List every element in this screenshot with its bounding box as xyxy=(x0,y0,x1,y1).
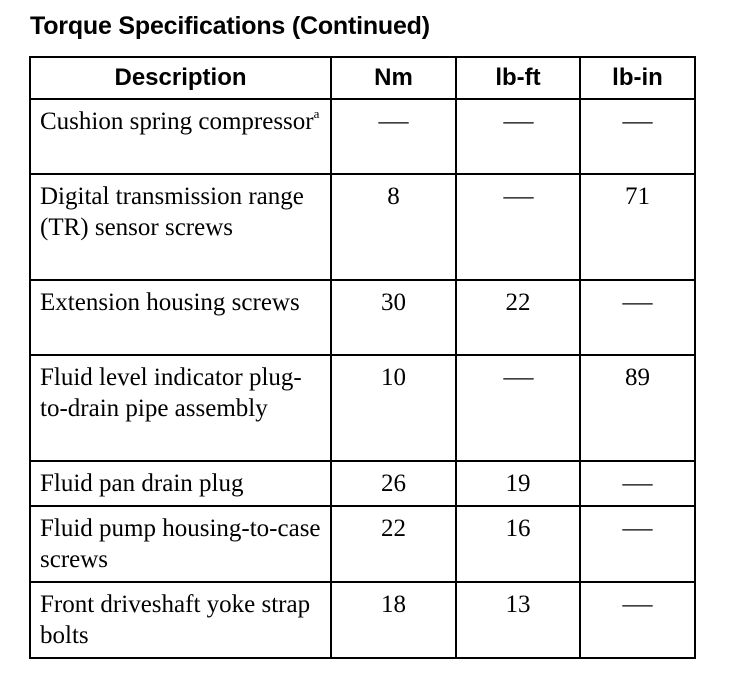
lb-in-cell: 71 xyxy=(580,174,695,280)
column-header-description: Description xyxy=(30,57,331,99)
lb-ft-cell: — xyxy=(456,99,580,174)
table-row xyxy=(30,99,695,174)
torque-spec-table xyxy=(29,56,696,659)
column-header-lb-in: lb-in xyxy=(580,57,695,99)
description-cell: Front driveshaft yoke strap bolts xyxy=(30,582,331,658)
nm-cell: 18 xyxy=(331,582,456,658)
nm-cell: 26 xyxy=(331,461,456,506)
description-cell: Digital transmission range (TR) sensor screws xyxy=(30,174,331,280)
lb-in-cell: — xyxy=(580,506,695,582)
nm-cell: 10 xyxy=(331,355,456,461)
description-cell: Fluid pump housing-to-case screws xyxy=(30,506,331,582)
nm-cell: 22 xyxy=(331,506,456,582)
lb-in-cell: — xyxy=(580,99,695,174)
column-header-lb-ft: lb-ft xyxy=(456,57,580,99)
lb-ft-cell: 13 xyxy=(456,582,580,658)
description-cell xyxy=(30,99,331,174)
lb-in-cell: — xyxy=(580,280,695,355)
table-row xyxy=(30,461,695,506)
lb-ft-cell: 22 xyxy=(456,280,580,355)
nm-cell: — xyxy=(331,99,456,174)
table-row xyxy=(30,174,695,280)
table-row xyxy=(30,506,695,582)
table-row xyxy=(30,582,695,658)
lb-in-cell: — xyxy=(580,461,695,506)
lb-in-cell: 89 xyxy=(580,355,695,461)
description-cell: Extension housing screws xyxy=(30,280,331,355)
lb-ft-cell: — xyxy=(456,174,580,280)
description-cell: Fluid pan drain plug xyxy=(30,461,331,506)
lb-ft-cell: 16 xyxy=(456,506,580,582)
description-text: Cushion spring compressor xyxy=(40,108,314,135)
lb-ft-cell: 19 xyxy=(456,461,580,506)
column-header-nm: Nm xyxy=(331,57,456,99)
nm-cell: 30 xyxy=(331,280,456,355)
description-cell: Fluid level indicator plug-to-drain pipe assembly xyxy=(30,355,331,461)
table-row xyxy=(30,355,695,461)
lb-in-cell: — xyxy=(580,582,695,658)
table-header-row xyxy=(30,57,695,99)
table-row xyxy=(30,280,695,355)
lb-ft-cell: — xyxy=(456,355,580,461)
nm-cell: 8 xyxy=(331,174,456,280)
page-title: Torque Specifications (Continued) xyxy=(30,12,430,40)
footnote-marker: a xyxy=(313,105,320,121)
